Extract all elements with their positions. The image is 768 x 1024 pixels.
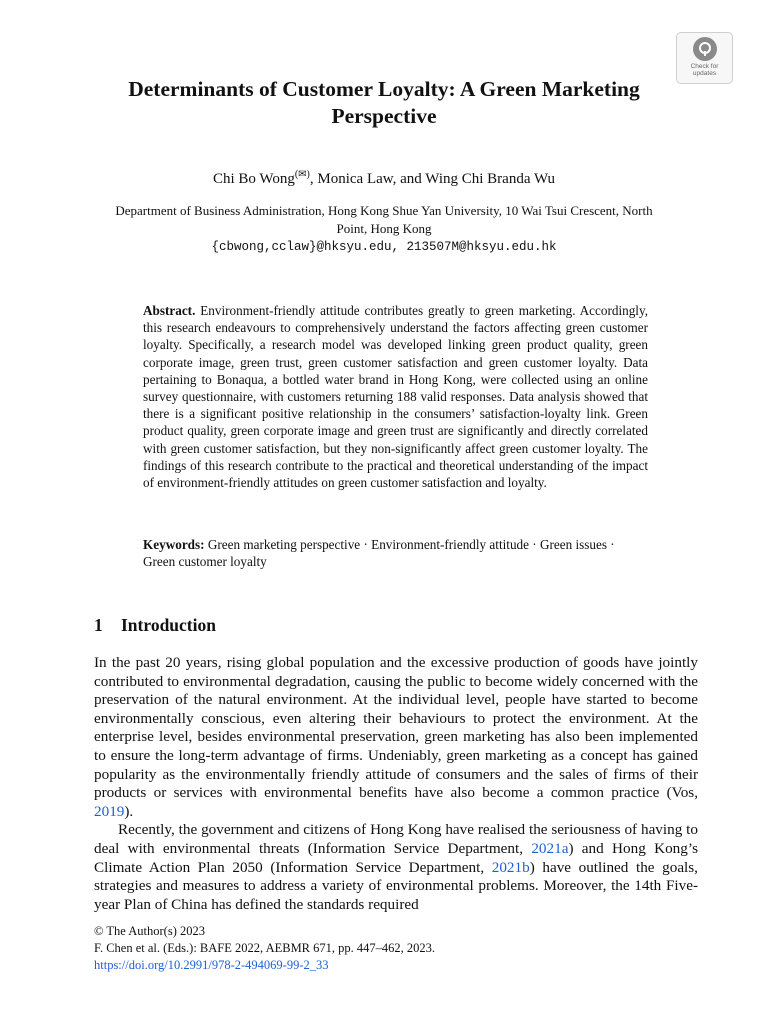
section-title: Introduction	[121, 615, 216, 635]
body-text	[94, 654, 698, 914]
footer	[94, 923, 698, 974]
citation-link[interactable]: 2019	[94, 802, 125, 820]
citation-link[interactable]: 2021b	[491, 858, 530, 876]
check-for-updates-icon	[693, 37, 717, 61]
citation-link[interactable]: 2021a	[531, 839, 569, 857]
badge-line-2: updates	[692, 70, 717, 77]
keywords-label: Keywords:	[143, 537, 205, 552]
paragraph-text: In the past 20 years, rising global population and the excessive production of goods have jointly contributed to environmental degradation, causing the public to become widely concerned with the preservation of the natural environment. At the individual level, people have started to become environmentally conscious, even altering their behaviours to protect the environment. At the enterprise level, besides environmental preservation, green marketing has also been implemented to ensure the long-term advantage of firms. Undeniably, green marketing as a concept has gained popularity as the environmentally friendly attitude of consumers and the sales of firms of their products or services with environmental benefits have also become a common practice (Vos,	[94, 654, 698, 802]
author-emails: {cbwong,cclaw}@hksyu.edu, 213507M@hksyu.edu.hk	[211, 240, 557, 254]
co-authors: , Monica Law, and Wing Chi Branda Wu	[309, 171, 556, 187]
badge-line-1: Check for	[690, 63, 719, 70]
envelope-icon[interactable]: (✉)	[294, 169, 310, 180]
paragraph-text: Recently, the government and citizens of Hong Kong have realised the seriousness of having to deal with environmental threats (Information Service Department,	[94, 821, 698, 857]
corresponding-author[interactable]: Chi Bo Wong	[212, 171, 295, 187]
paper-title: Determinants of Customer Loyalty: A Green Marketing Perspective	[128, 77, 640, 128]
abstract-text: Environment-friendly attitude contributes greatly to green marketing. Accordingly, this research endeavours to comprehensively understand the factors affecting green customer loyalty. Specifically, a research model was developed linking green product quality, green corporate image, green trust, green customer satisfaction and green customer loyalty. Data pertaining to Bonaqua, a bottled water brand in Hong Kong, were collected using an online survey questionnaire, with customers returning 188 valid responses. Data analysis showed that there is a significant positive relationship in the consumers’ satisfaction-loyalty link. Green product quality, green corporate image and green trust are significantly and directly correlated with green customer satisfaction, but they non-significantly affect green customer loyalty. The findings of this research contribute to the practical and theoretical understanding of the impact of environment-friendly attitudes on green customer satisfaction and loyalty.	[143, 303, 649, 491]
paragraph	[94, 654, 698, 821]
author-list	[100, 169, 668, 189]
section-number: 1	[94, 615, 103, 635]
section-heading	[94, 614, 216, 636]
keywords-text: Green marketing perspective · Environment-friendly attitude · Green issues · Green customer loyalty	[143, 537, 615, 570]
copyright: © The Author(s) 2023	[94, 924, 205, 938]
check-for-updates-badge[interactable]	[676, 32, 733, 84]
paragraph-text: ) and Hong Kong’s Climate Action Plan 2050 (Information Service Department,	[94, 839, 698, 876]
affiliation: Department of Business Administration, Hong Kong Shue Yan University, 10 Wai Tsui Crescent, North Point, Hong Kong	[115, 203, 653, 236]
doi-link[interactable]: https://doi.org/10.2991/978-2-494069-99-2_33	[94, 958, 329, 972]
paragraph	[94, 821, 698, 914]
citation-info: F. Chen et al. (Eds.): BAFE 2022, AEBMR 671, pp. 447–462, 2023.	[94, 941, 436, 955]
abstract-label: Abstract.	[143, 303, 196, 318]
abstract	[143, 302, 648, 491]
paragraph-text: ) have outlined the goals, strategies and measures to address a variety of environmental problems. Moreover, the 14th Five-year Plan of China has defined the standards required	[94, 858, 698, 913]
paragraph-text: ).	[124, 802, 134, 820]
keywords	[143, 536, 648, 570]
